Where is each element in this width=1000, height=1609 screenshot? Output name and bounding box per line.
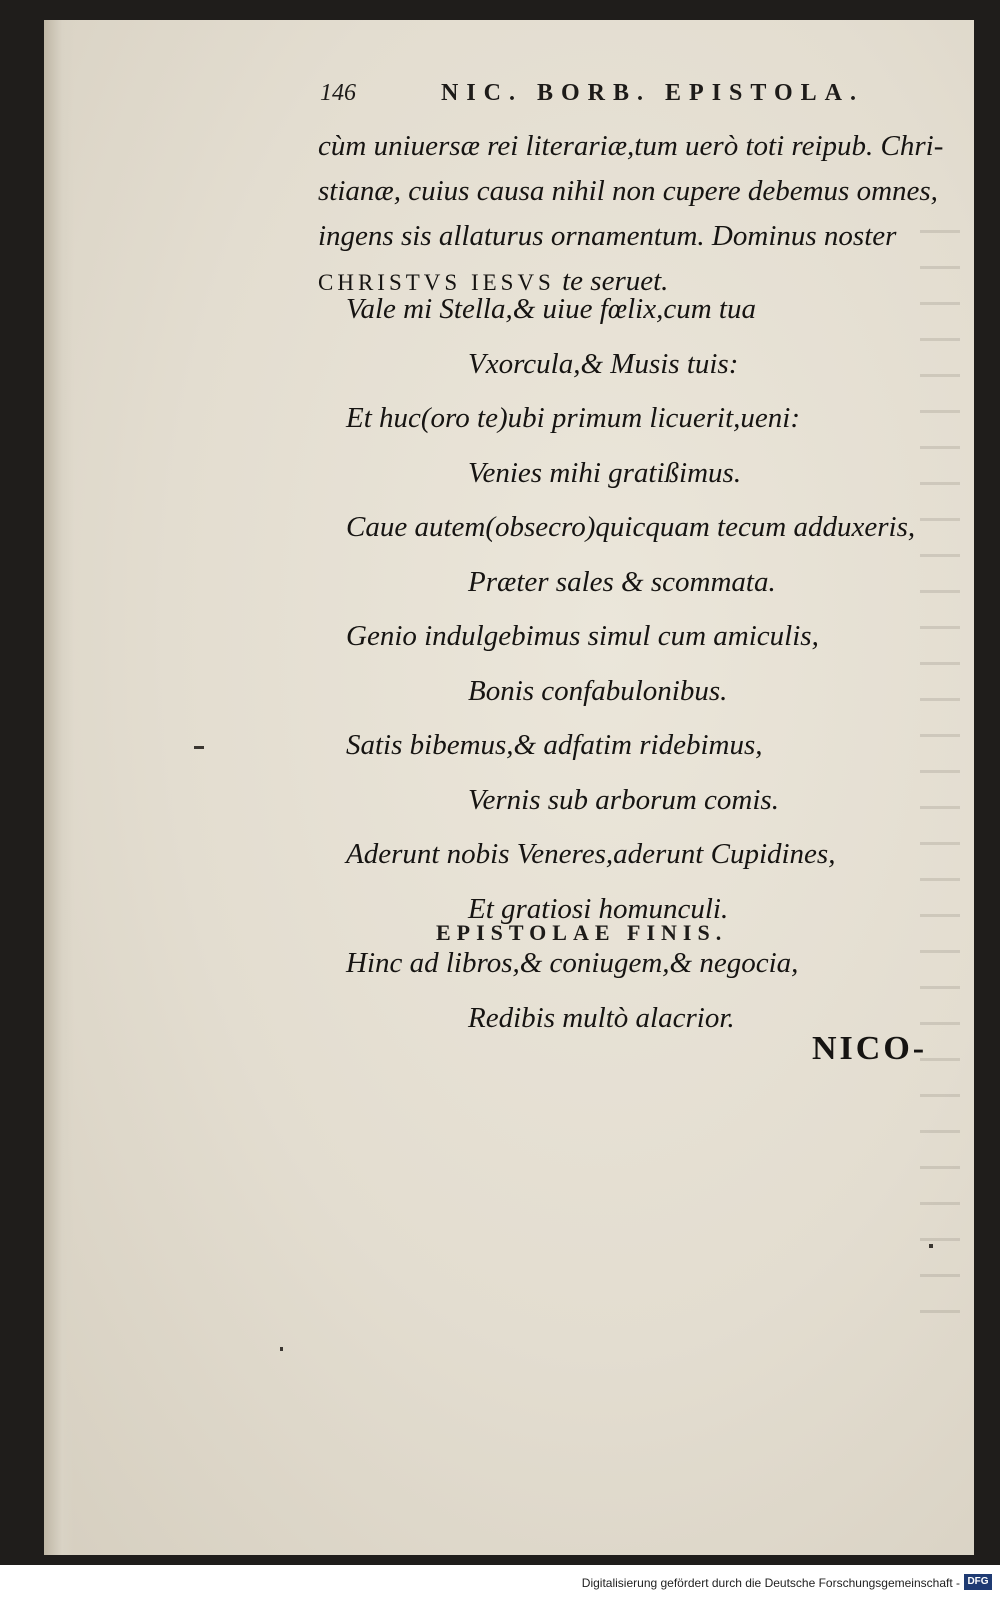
verse-line: Aderunt nobis Veneres,aderunt Cupidines, xyxy=(346,838,836,870)
verse-line: Vale mi Stella,& uiue fœlix,cum tua xyxy=(346,293,756,325)
closing-caps: CHRISTVS IESVS xyxy=(318,270,555,295)
verse-line: Satis bibemus,& adfatim ridebimus, xyxy=(346,729,763,761)
verse-line: Bonis confabulonibus. xyxy=(468,674,728,707)
dfg-logo: DFG xyxy=(964,1574,992,1590)
verse-line: Et gratiosi homunculi. xyxy=(468,892,729,925)
page-gutter-shadow xyxy=(44,20,74,1555)
verse-line: Vxorcula,& Musis tuis: xyxy=(468,347,739,380)
ink-speck xyxy=(280,1347,283,1351)
running-head xyxy=(320,80,920,107)
footer-credit: Digitalisierung gefördert durch die Deutsche Forschungsgemeinschaft - xyxy=(581,1576,960,1590)
verse-line: Vernis sub arborum comis. xyxy=(468,783,779,816)
prose-line: ingens sis allaturus ornamentum. Dominus noster xyxy=(318,220,897,252)
running-title: NIC. BORB. EPISTOLA. xyxy=(441,80,864,106)
prose-block xyxy=(318,124,958,304)
verse-line: Venies mihi gratißimus. xyxy=(468,456,742,489)
verse-line: Hinc ad libros,& coniugem,& negocia, xyxy=(346,947,799,979)
ink-speck xyxy=(194,746,204,749)
prose-line: stianæ, cuius causa nihil non cupere debemus omnes, xyxy=(318,175,938,207)
verse-line: Caue autem(obsecro)quicquam tecum adduxeris, xyxy=(346,511,916,543)
prose-line: cùm uniuersæ rei literariæ,tum uerò toti reipub. Chri- xyxy=(318,130,944,162)
explicit: EPISTOLAE FINIS. xyxy=(436,920,728,945)
ink-speck xyxy=(929,1244,933,1248)
verse-line: Præter sales & scommata. xyxy=(468,565,776,598)
closing-rest: te seruet. xyxy=(562,265,669,297)
catchword: NICO- xyxy=(812,1030,928,1067)
page-number: 146 xyxy=(320,80,356,106)
verse-line: Et huc(oro te)ubi primum licuerit,ueni: xyxy=(346,402,800,434)
verse-line: Genio indulgebimus simul cum amiculis, xyxy=(346,620,819,652)
verse-line: Redibis multò alacrior. xyxy=(468,1001,735,1034)
